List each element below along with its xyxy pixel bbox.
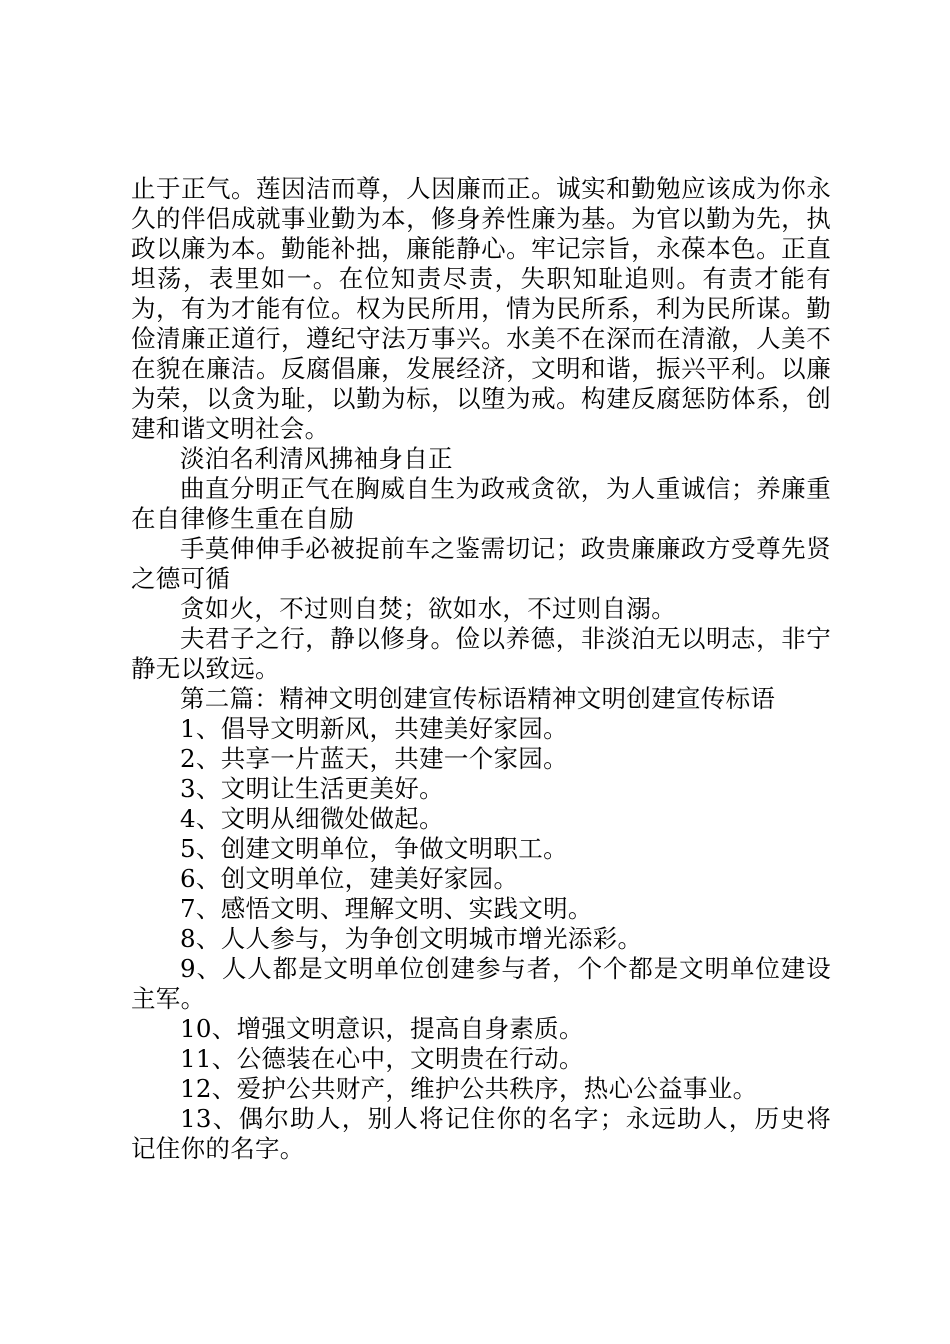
- list-item-5: 5、创建文明单位，争做文明职工。: [180, 834, 568, 863]
- paragraph-5: 贪如火，不过则自焚；欲如水，不过则自溺。: [180, 594, 676, 623]
- list-item-4: 4、文明从细微处做起。: [180, 804, 444, 833]
- list-item-10: 10、增强文明意识，提高自身素质。: [180, 1014, 584, 1043]
- paragraph-1: 止于正气。莲因洁而尊，人因廉而正。诚实和勤勉应该成为你永久的伴侣成就事业勤为本，修身养性廉为基。为官以勤为先，执政以廉为本。勤能补拙，廉能静心。牢记宗旨，永葆本色。正直坦荡，表里如一。在位知责尽责，失职知耻追则。有责才能有为，有为才能有位。权为民所用，情为民所系，利为民所谋。勤俭清廉正道行，遵纪守法万事兴。水美不在深而在清澈，人美不在貌在廉洁。反腐倡廉，发展经济，文明和谐，振兴平利。以廉为荣，以贪为耻，以勤为标，以堕为戒。构建反腐惩防体系，创建和谐文明社会。: [131, 174, 831, 443]
- paragraph-2: 淡泊名利清风拂袖身自正: [180, 444, 453, 473]
- list-item-11: 11、公德装在心中，文明贵在行动。: [180, 1044, 584, 1073]
- section-heading: 第二篇：精神文明创建宣传标语精神文明创建宣传标语: [180, 684, 776, 713]
- list-item-7: 7、感悟文明、理解文明、实践文明。: [180, 894, 593, 923]
- list-item-9: 9、人人都是文明单位创建参与者，个个都是文明单位建设主军。: [131, 954, 831, 1013]
- list-item-12: 12、爱护公共财产，维护公共秩序，热心公益事业。: [180, 1074, 758, 1103]
- list-item-8: 8、人人参与，为争创文明城市增光添彩。: [180, 924, 643, 953]
- paragraph-3: 曲直分明正气在胸威自生为政戒贪欲，为人重诚信；养廉重在自律修生重在自励: [131, 474, 831, 533]
- paragraph-4: 手莫伸伸手必被捉前车之鉴需切记；政贵廉廉政方受尊先贤之德可循: [131, 534, 831, 593]
- list-item-1: 1、倡导文明新风，共建美好家园。: [180, 714, 568, 743]
- document-body: [131, 174, 831, 1164]
- list-item-13: 13、偶尔助人，别人将记住你的名字；永远助人，历史将记住你的名字。: [131, 1104, 831, 1163]
- paragraph-6: 夫君子之行，静以修身。俭以养德，非淡泊无以明志，非宁静无以致远。: [131, 624, 831, 683]
- list-item-2: 2、共享一片蓝天，共建一个家园。: [180, 744, 568, 773]
- list-item-6: 6、创文明单位，建美好家园。: [180, 864, 519, 893]
- list-item-3: 3、文明让生活更美好。: [180, 774, 444, 803]
